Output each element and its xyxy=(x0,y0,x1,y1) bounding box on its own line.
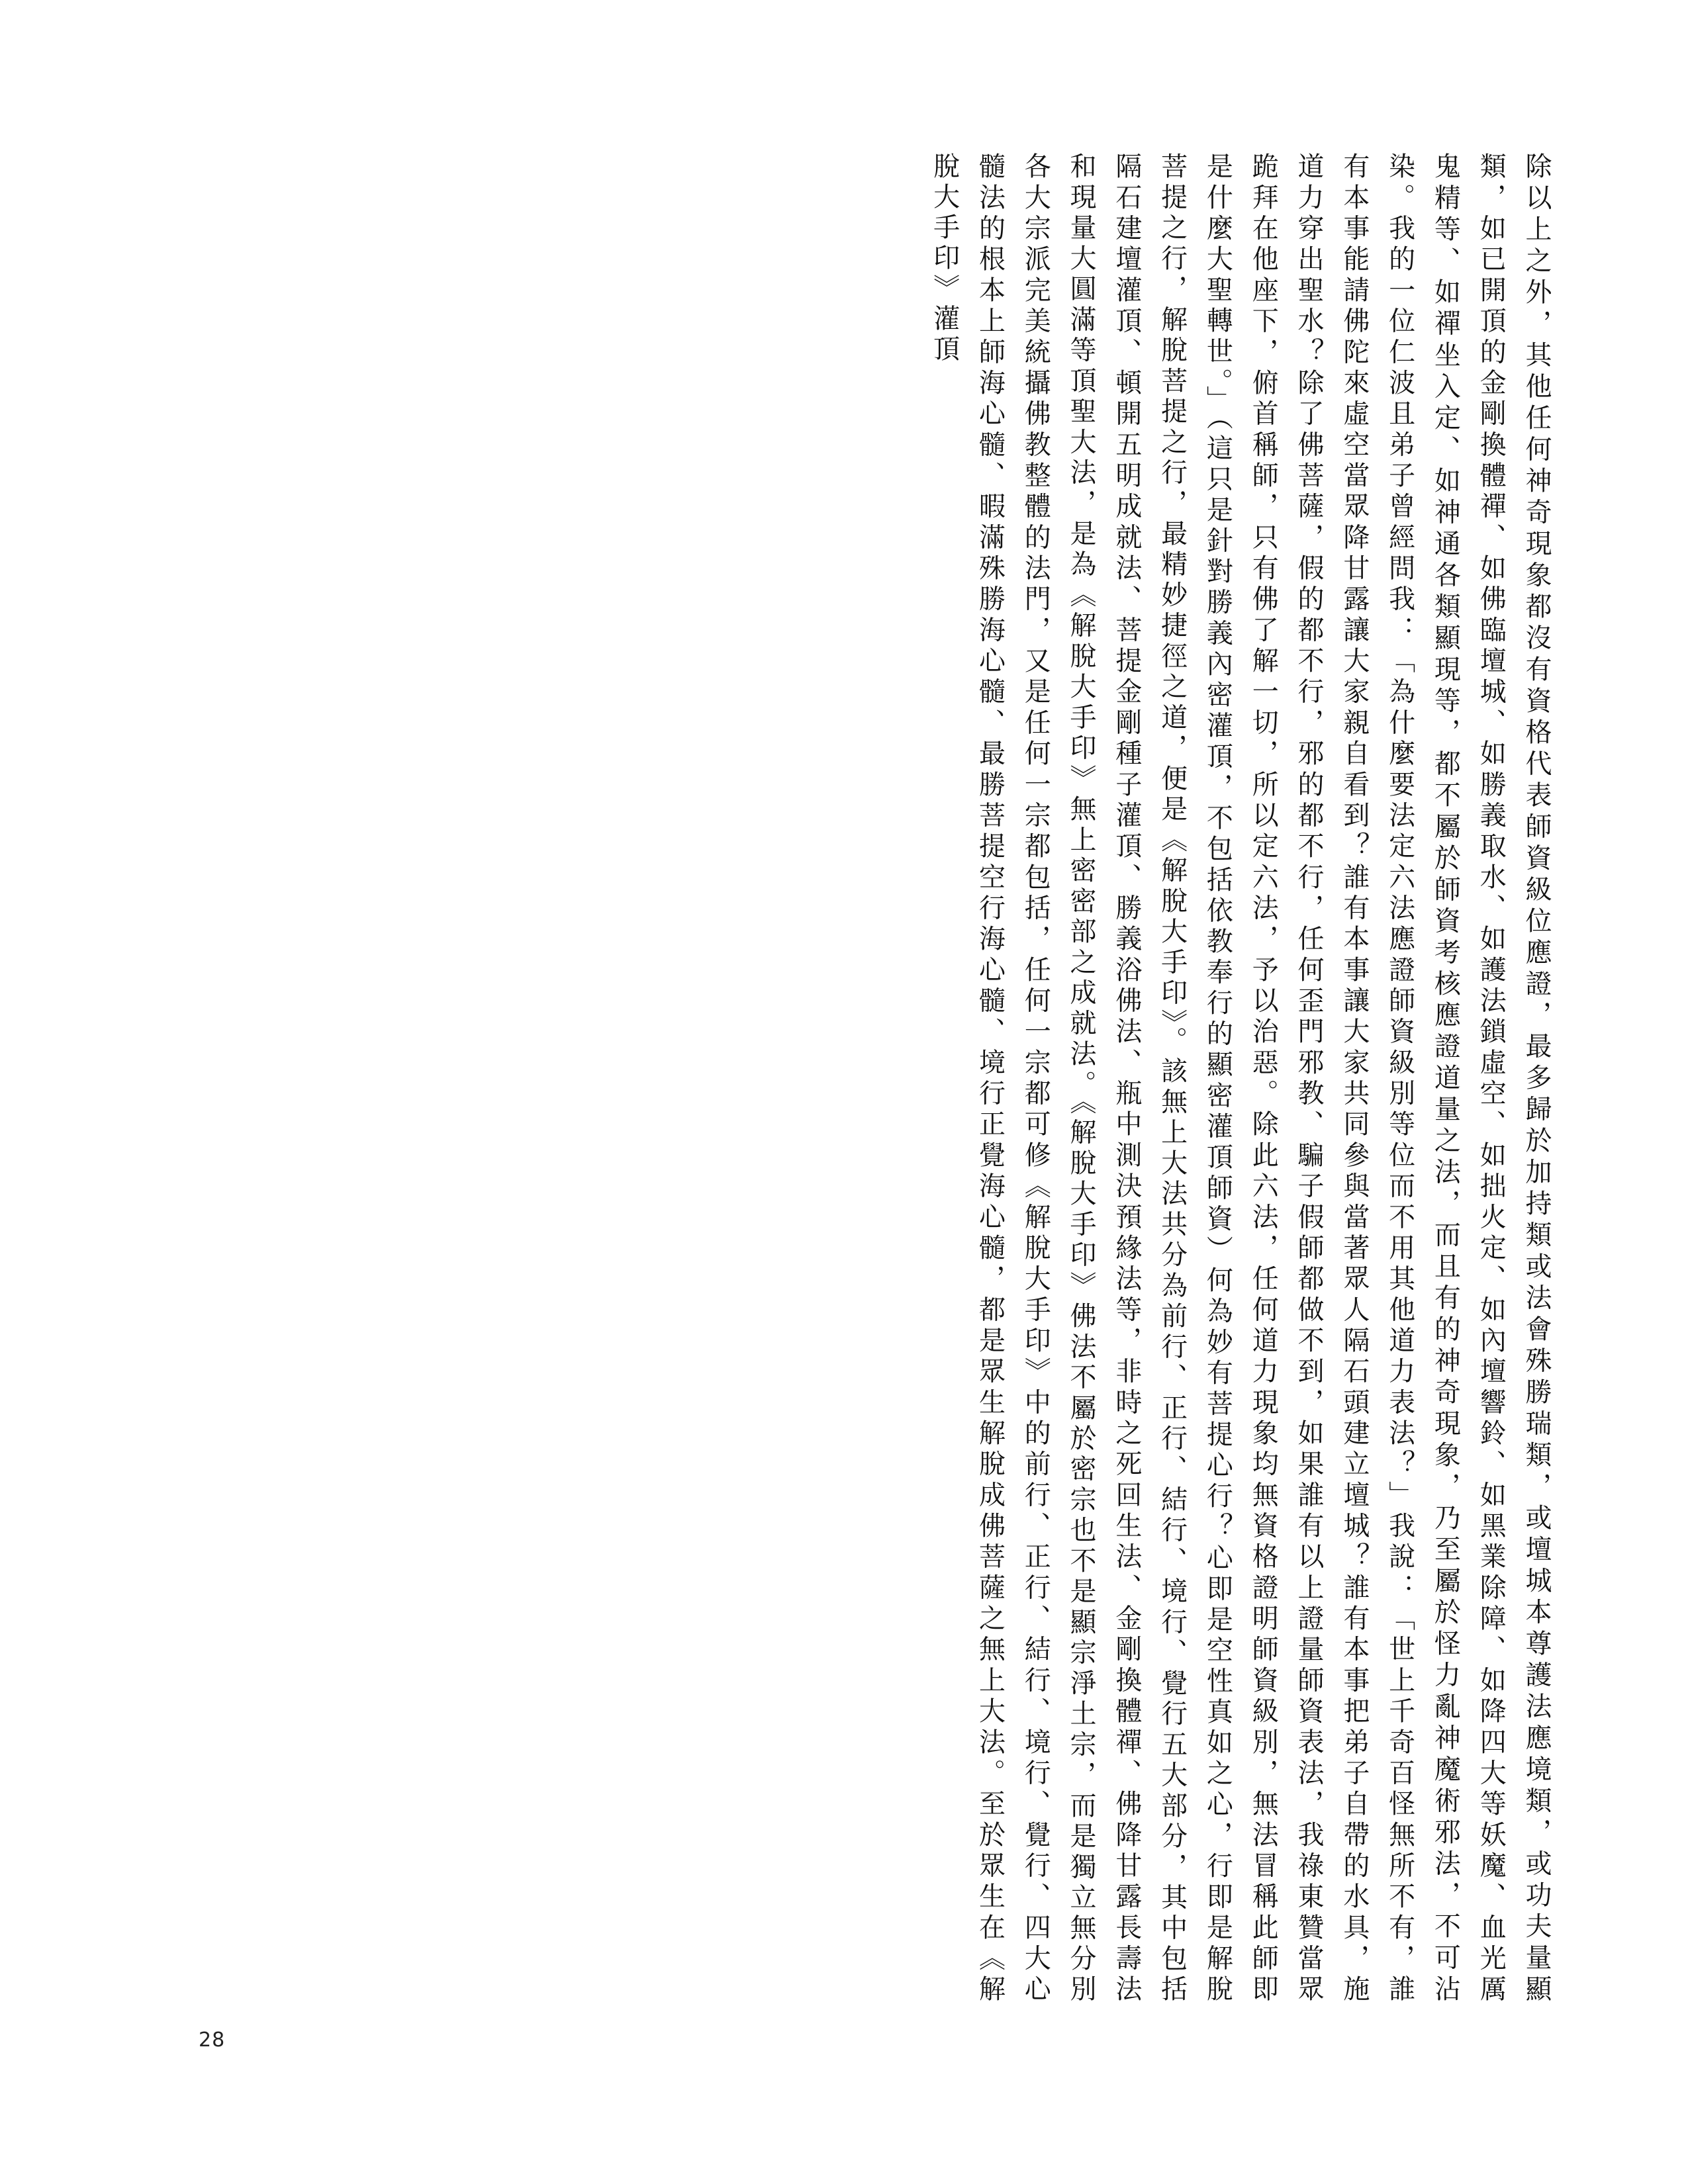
body-text xyxy=(218,152,1559,2005)
page-number: 28 xyxy=(199,2028,226,2052)
body-paragraph: 除以上之外，其他任何神奇現象都沒有資格代表師資級位應證，最多歸於加持類或法會殊勝瑞類，或壇城本尊護法應境類，或功夫量顯類，如已開頂的金剛換體禪、如佛臨壇城、如勝義取水、如護法鎖虛空、如拙火定、如內壇響鈴、如黑業除障、如降四大等妖魔、血光厲鬼精等、如禪坐入定、如神通各類顯現等，都不屬於師資考核應證道量之法，而且有的神奇現象，乃至屬於怪力亂神魔術邪法，不可沾染。我的一位仁波且弟子曾經問我：「為什麼要法定六法應證師資級別等位而不用其他道力表法？」我說：「世上千奇百怪無所不有，誰有本事能請佛陀來虛空當眾降甘露讓大家親自看到？誰有本事讓大家共同參與當著眾人隔石頭建立壇城？誰有本事把弟子自帶的水具，施道力穿出聖水？除了佛菩薩，假的都不行，邪的都不行，任何歪門邪教、騙子假師都做不到，如果誰有以上證量師資表法，我祿東贊當眾跪拜在他座下，俯首稱師，只有佛了解一切，所以定六法，予以治惡。除此六法，任何道力現象均無資格證明師資級別，無法冒稱此師即是什麼大聖轉世。」（這只是針對勝義內密灌頂，不包括依教奉行的顯密灌頂師資）何為妙有菩提心行？心即是空性真如之心，行即是解脫菩提之行，解脫菩提之行，最精妙捷徑之道，便是《解脫大手印》。該無上大法共分為前行、正行、結行、境行、覺行五大部分，其中包括隔石建壇灌頂、頓開五明成就法、菩提金剛種子灌頂、勝義浴佛法、瓶中測決預緣法等，非時之死回生法、金剛換體禪、佛降甘露長壽法和現量大圓滿等頂聖大法，是為《解脫大手印》無上密密部之成就法。《解脫大手印》佛法不屬於密宗也不是顯宗淨土宗，而是獨立無分別各大宗派完美統攝佛教整體的法門，又是任何一宗都包括，任何一宗都可修《解脫大手印》中的前行、正行、結行、境行、覺行、四大心髓法的根本上師海心髓、暇滿殊勝海心髓、最勝菩提空行海心髓、境行正覺海心髓，都是眾生解脫成佛菩薩之無上大法。至於眾生在《解脫大手印》灌頂 xyxy=(929,152,1552,2005)
